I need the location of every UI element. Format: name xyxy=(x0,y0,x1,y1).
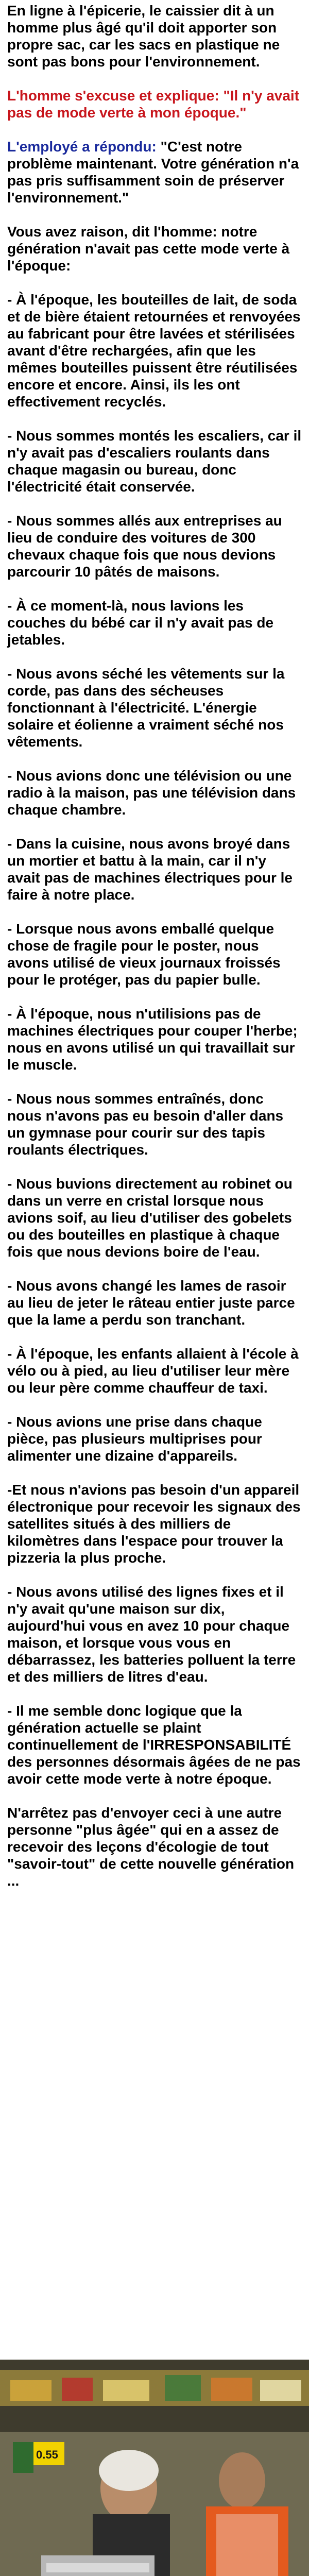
clerk-label: L'employé a répondu: xyxy=(7,139,157,155)
list-item: - Nous avions donc une télévision ou une radio à la maison, pas une télévision dans chaque chambre. xyxy=(7,768,296,818)
list-item: - Nous avons changé les lames de rasoir au lieu de jeter le râteau entier juste parce que la lame a perdu son tranchant. xyxy=(7,1278,295,1328)
list-item: - Nous avons utilisé des lignes fixes et il n'y avait qu'une maison sur dix, aujourd'hui vous en avez 10 pour chaque maison, et lorsque vous vous en débarrassez, les batteries polluent la terre et des milliers de litres d'eau. xyxy=(7,1584,296,1685)
list-item: - Il me semble donc logique que la génération actuelle se plaint continuellement de l'IRRESPONSABILITÉ des personnes désormais âgées de ne pas avoir cette mode verte à notre époque. xyxy=(7,1703,301,1787)
list-item: - À l'époque, les enfants allaient à l'école à vélo ou à pied, au lieu d'utiliser leur mère ou leur père comme chauffeur de taxi. xyxy=(7,1346,299,1396)
list-item: - Nous avons séché les vêtements sur la corde, pas dans des sécheuses fonctionnant à l'électricité. L'énergie solaire et éolienne a vraiment séché nos vêtements. xyxy=(7,666,285,750)
checkout-photo xyxy=(0,2360,309,2576)
man-quote: "Il n'y avait pas de mode verte à mon époque." xyxy=(7,88,300,121)
list-item: - À l'époque, nous n'utilisions pas de machines électriques pour couper l'herbe; nous en avons utilisé un qui travaillait sur le muscle. xyxy=(7,1006,298,1073)
man-label: L'homme s'excuse et explique: xyxy=(7,88,219,104)
closing-paragraph: N'arrêtez pas d'envoyer ceci à une autre personne "plus âgée" qui en a assez de recevoir des leçons d'écologie de tout "savoir-tout" de cette nouvelle génération ... xyxy=(7,1805,295,1889)
list-item: -Et nous n'avions pas besoin d'un appareil électronique pour recevoir les signaux des satellites situés à des milliers de kilomètres dans l'espace pour trouver la pizzeria la plus proche. xyxy=(7,1482,301,1566)
intro-paragraph: En ligne à l'épicerie, le caissier dit à un homme plus âgé qu'il doit apporter son propre sac, car les sacs en plastique ne sont pas bons pour l'environnement. xyxy=(7,3,280,70)
list-item: - Nous nous sommes entraînés, donc nous n'avons pas eu besoin d'aller dans un gymnase pour courir sur des tapis roulants électriques. xyxy=(7,1091,284,1158)
reply-intro: Vous avez raison, dit l'homme: notre génération n'avait pas cette mode verte à l'époque: xyxy=(7,224,290,274)
list-item: - Nous buvions directement au robinet ou dans un verre en cristal lorsque nous avions soif, au lieu d'utiliser des gobelets ou des bouteilles en plastique à chaque fois que nous devions boire de l'eau. xyxy=(7,1176,293,1260)
list-item: - À ce moment-là, nous lavions les couches du bébé car il n'y avait pas de jetables. xyxy=(7,598,274,648)
list-item: - Nous sommes montés les escaliers, car il n'y avait pas d'escaliers roulants dans chaque magasin ou bureau, donc l'électricité était conservée. xyxy=(7,428,302,495)
price-tag: 0.55 xyxy=(36,2448,58,2461)
clerk-reply xyxy=(7,138,302,206)
man-explanation xyxy=(7,87,302,121)
clerk-quote: "C'est notre problème maintenant. Votre génération n'a pas pris suffisamment soin de préserver l'environnement." xyxy=(7,139,299,206)
list-item: - Nous avions une prise dans chaque pièce, pas plusieurs multiprises pour alimenter une dizaine d'appareils. xyxy=(7,1414,262,1464)
list-item: - Lorsque nous avons emballé quelque chose de fragile pour le poster, nous avons utilisé de vieux journaux froissés pour le protéger, pas du papier bulle. xyxy=(7,921,281,988)
list-item: - Dans la cuisine, nous avons broyé dans un mortier et battu à la main, car il n'y avait pas de machines électriques pour le faire à notre place. xyxy=(7,836,293,903)
list-item: - Nous sommes allés aux entreprises au lieu de conduire des voitures de 300 chevaux chaque fois que nous devions parcourir 10 pâtés de maisons. xyxy=(7,513,282,580)
list-item: - À l'époque, les bouteilles de lait, de soda et de bière étaient retournées et renvoyées au fabricant pour être lavées et stérilisées avant d'être rechargées, afin que les mêmes bouteilles puissent être réutilisées encore et encore. Ainsi, ils les ont effectivement recyclés. xyxy=(7,292,301,410)
